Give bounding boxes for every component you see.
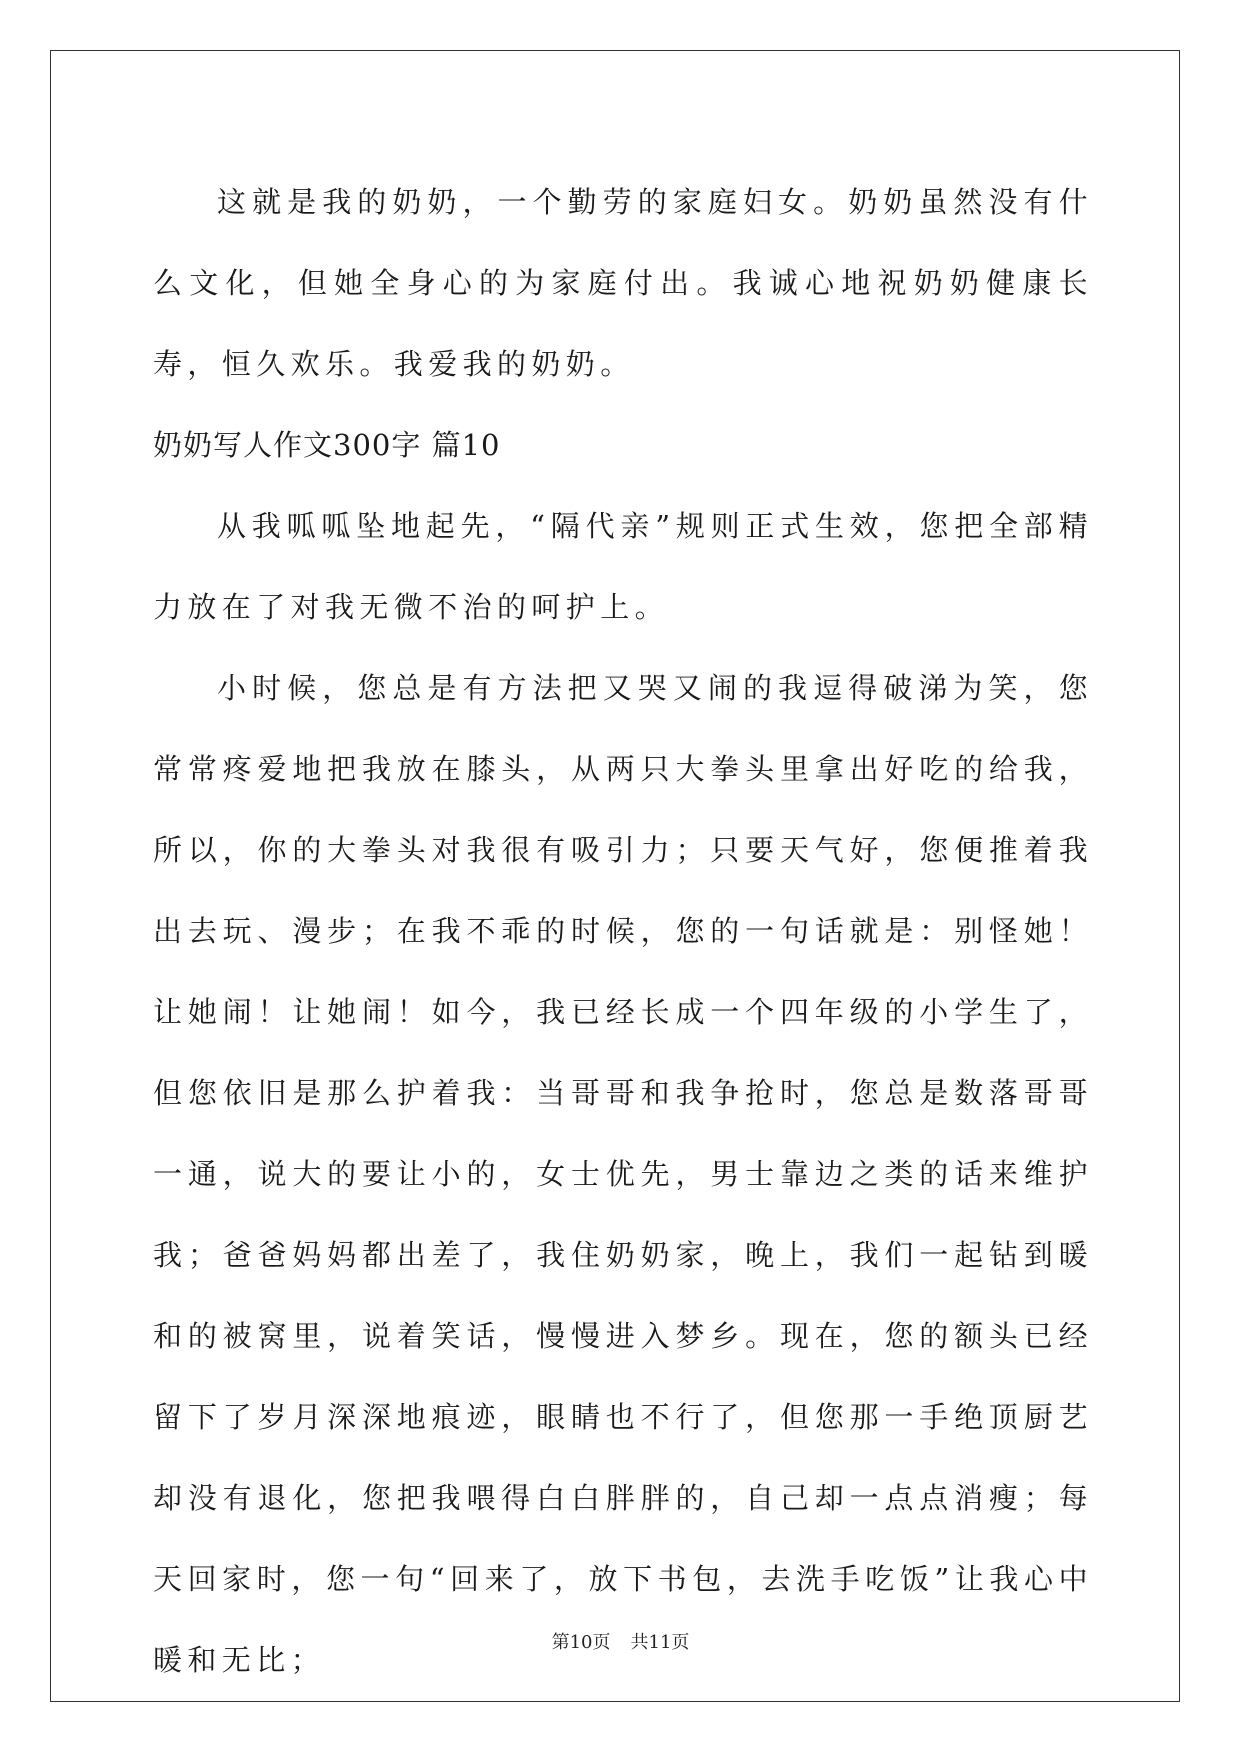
paragraph-intro: 从我呱呱坠地起先，“隔代亲”规则正式生效，您把全部精力放在了对我无微不治的呵护上。 xyxy=(153,509,1093,624)
page-footer xyxy=(0,1628,1241,1654)
page-total: 共11页 xyxy=(630,1632,690,1653)
paragraph-childhood: 小时候，您总是有方法把又哭又闹的我逗得破涕为笑，您常常疼爱地把我放在膝头，从两只大拳头里拿出好吃的给我，所以，你的大拳头对我很有吸引力；只要天气好，您便推着我出去玩、漫步；在我不乖的时候，您的一句话就是：别怪她！让她闹！让她闹！如今，我已经长成一个四年级的小学生了，但您依旧是那么护着我：当哥哥和我争抢时，您总是数落哥哥一通，说大的要让小的，女士优先，男士靠边之类的话来维护我；爸爸妈妈都出差了，我住奶奶家，晚上，我们一起钻到暖和的被窝里，说着笑话，慢慢进入梦乡。现在，您的额头已经留下了岁月深深地痕迹，眼睛也不行了，但您那一手绝顶厨艺却没有退化，您把我喂得白白胖胖的，自己却一点点消瘦；每天回家时，您一句“回来了，放下书包，去洗手吃饭”让我心中暖和无比； xyxy=(153,671,1093,1677)
document-body xyxy=(153,162,1093,1701)
page-number: 第10页 xyxy=(551,1632,611,1653)
section-heading: 奶奶写人作文300字 篇10 xyxy=(153,428,501,462)
paragraph-closing: 这就是我的奶奶，一个勤劳的家庭妇女。奶奶虽然没有什么文化，但她全身心的为家庭付出。我诚心地祝奶奶健康长寿，恒久欢乐。我爱我的奶奶。 xyxy=(153,185,1093,381)
